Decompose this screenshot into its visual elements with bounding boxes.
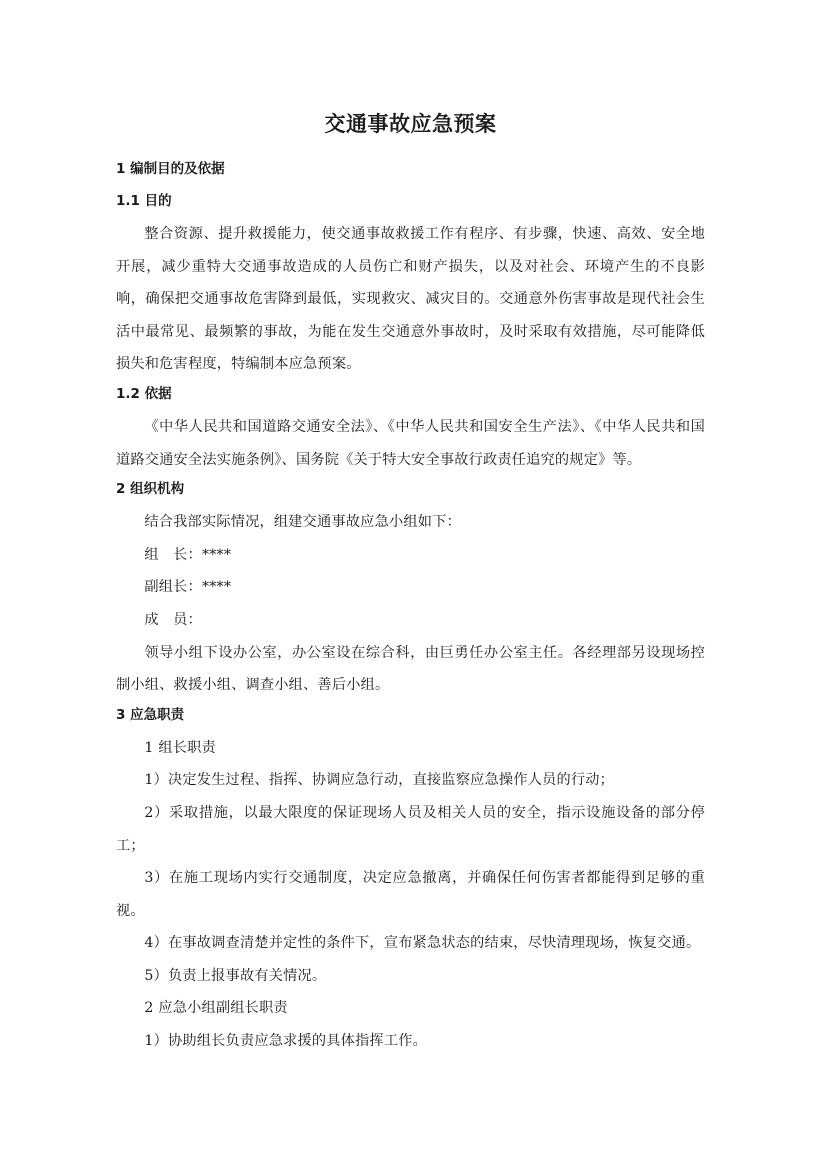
subsection-heading-1-1: 1.1 目的 (116, 193, 172, 209)
subsection-heading-3-1: 1 组长职责 (144, 739, 216, 756)
document-body (116, 110, 705, 1058)
subsection-heading-3-2: 2 应急小组副组长职责 (144, 1000, 288, 1017)
list-item: 5）负责上报事故有关情况。 (144, 967, 327, 984)
paragraph-org-intro: 结合我部实际情况，组建交通事故应急小组如下： (144, 514, 461, 531)
org-members-line: 成 员： (144, 611, 202, 628)
org-leader-line: 组 长：**** (144, 546, 232, 563)
list-item: 2）采取措施，以最大限度的保证现场人员及相关人员的安全，指示设施设备的部分停工； (116, 804, 705, 854)
subsection-heading-1-2: 1.2 依据 (116, 385, 172, 402)
org-deputy-line: 副组长：**** (144, 579, 232, 596)
section-heading-1: 1 编制目的及依据 (116, 161, 225, 177)
paragraph-org-office: 领导小组下设办公室，办公室设在综合科，由巨勇任办公室主任。各经理部另设现场控制小组、救援小组、调查小组、善后小组。 (116, 644, 705, 694)
list-item: 4）在事故调查清楚并定性的条件下，宣布紧急状态的结束，尽快清理现场，恢复交通。 (144, 935, 701, 952)
section-heading-2: 2 组织机构 (116, 481, 185, 498)
paragraph-purpose: 整合资源、提升救援能力，使交通事故救援工作有程序、有步骤，快速、高效、安全地开展，减少重特大交通事故造成的人员伤亡和财产损失，以及对社会、环境产生的不良影响，确保把交通事故危害降到最低，实现救灾、减灾目的。交通意外伤害事故是现代社会生活中最常见、最频繁的事故，为能在发生交通意外事故时，及时采取有效措施，尽可能降低损失和危害程度，特编制本应急预案。 (116, 226, 705, 373)
list-item: 1）协助组长负责应急求援的具体指挥工作。 (144, 1033, 427, 1050)
list-item: 1）决定发生过程、指挥、协调应急行动，直接监察应急操作人员的行动； (144, 772, 615, 789)
list-item: 3）在施工现场内实行交通制度，决定应急撤离，并确保任何伤害者都能得到足够的重视。 (116, 870, 705, 919)
document-title: 交通事故应急预案 (324, 112, 497, 136)
paragraph-basis: 《中华人民共和国道路交通安全法》、《中华人民共和国安全生产法》、《中华人民共和国道路交通安全法实施条例》、国务院《关于特大安全事故行政责任追究的规定》等。 (116, 418, 705, 468)
section-heading-3: 3 应急职责 (116, 706, 185, 723)
